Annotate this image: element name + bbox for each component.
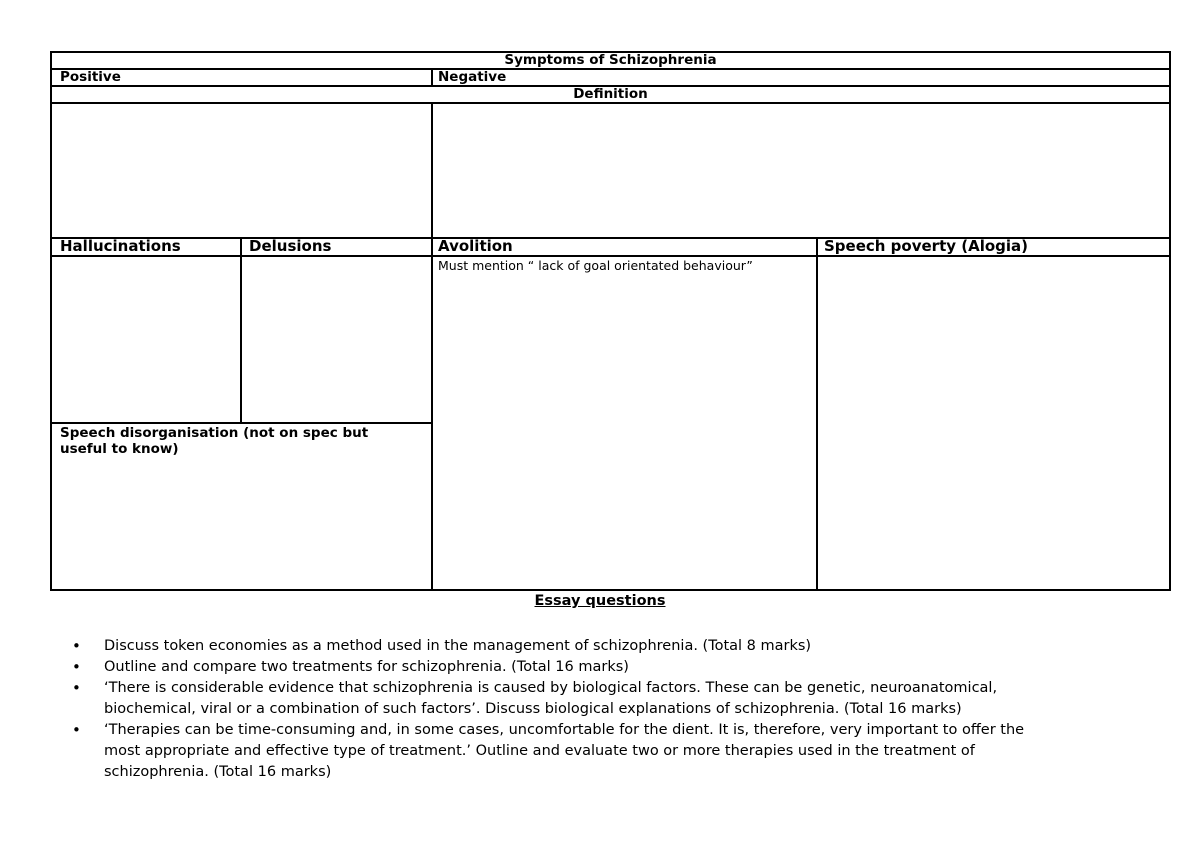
essay-question-line: biochemical, viral or a combination of such factors’. Discuss biological explanations of schizophrenia. (Total 16 marks) [104, 701, 962, 717]
positive-header: Positive [60, 69, 121, 85]
table-rule [50, 68, 1171, 70]
essay-question-line: • ‘Therapies can be time-consuming and, in some cases, uncomfortable for the dient. It is, therefore, very important to offer the [104, 722, 1025, 738]
essay-question-line: • Outline and compare two treatments for schizophrenia. (Total 16 marks) [104, 659, 629, 675]
table-divider [431, 68, 433, 87]
essay-question-line: • Discuss token economies as a method used in the management of schizophrenia. (Total 8 marks) [104, 638, 812, 654]
essay-question [64, 720, 1124, 783]
hallucinations-header: Hallucinations [60, 237, 181, 255]
essay-question [64, 657, 1124, 678]
table-rule [50, 255, 1171, 257]
essay-question-line: schizophrenia. (Total 16 marks) [104, 764, 332, 780]
essay-question-line: most appropriate and effective type of treatment.’ Outline and evaluate two or more therapies used in the treatment of [104, 743, 975, 759]
table-border-left [50, 51, 52, 591]
table-rule [50, 102, 1171, 104]
table-border-right [1169, 51, 1171, 591]
table-divider [431, 102, 433, 591]
delusions-header: Delusions [249, 237, 332, 255]
essay-question [64, 636, 1124, 657]
table-divider [240, 237, 242, 424]
definition-header: Definition [573, 86, 648, 102]
avolition-note: Must mention “ lack of goal orientated behaviour” [438, 258, 753, 273]
essay-question-line: • ‘There is considerable evidence that schizophrenia is caused by biological factors. These can be genetic, neuroanatomical, [104, 680, 998, 696]
avolition-header: Avolition [438, 237, 513, 255]
speech-disorganisation-label-line1: Speech disorganisation (not on spec but [60, 425, 369, 441]
essay-questions-list [64, 636, 1124, 783]
speech-disorganisation-label-line2: useful to know) [60, 441, 179, 457]
essay-question [64, 678, 1124, 720]
table-divider [816, 237, 818, 591]
negative-header: Negative [438, 69, 507, 85]
table-border-bottom [50, 589, 1171, 591]
speech-poverty-header: Speech poverty (Alogia) [824, 237, 1029, 255]
essay-questions-heading: Essay questions [534, 593, 666, 609]
table-title: Symptoms of Schizophrenia [504, 52, 717, 68]
